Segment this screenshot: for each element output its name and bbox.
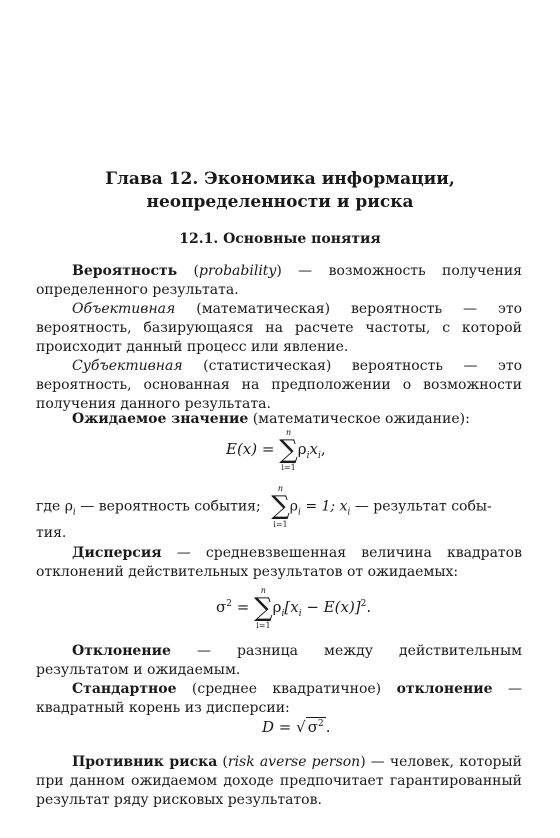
formula-dispersion-end: . xyxy=(366,598,372,616)
formula-rho-sub: i xyxy=(306,451,310,461)
term-objective: Объективная xyxy=(72,301,176,317)
formula-bracket-x-sub: i xyxy=(298,609,302,619)
text-risk-averse-def: ) — человек, который при данном ожидаемом доходе предпочитает гарантированный результат ряду рисковых результатов. xyxy=(36,754,522,808)
text-event-result: — результат собы- xyxy=(350,498,492,515)
formula-std-deviation xyxy=(262,718,330,736)
paragraph-where xyxy=(36,484,522,529)
formula-eq: = xyxy=(231,598,255,616)
sum-symbol-inline: n ∑ i=1 xyxy=(271,484,290,529)
formula-d: D = xyxy=(262,718,297,736)
term-deviation: Отклонение xyxy=(72,643,171,659)
text-eq-one: = 1; x xyxy=(300,498,348,515)
sum-lower-limit: i=1 xyxy=(281,463,296,472)
term-deviation-2: отклонение xyxy=(396,681,493,697)
formula-bracket-rest: − E(x)] xyxy=(301,598,361,616)
formula-std-end: . xyxy=(325,718,331,736)
paragraph-risk-averse xyxy=(36,753,522,810)
formula-dispersion-rho-sub: i xyxy=(281,609,285,619)
paragraph-objective xyxy=(36,300,522,357)
term-risk-averse: Противник риска xyxy=(72,754,218,770)
term-probability-en: probability xyxy=(199,263,277,279)
sum-inline-upper: n xyxy=(277,484,284,493)
formula-sqrt-sup: 2 xyxy=(317,719,324,729)
sum-dispersion-lower: i=1 xyxy=(256,621,271,630)
text-x-sub: i xyxy=(347,507,351,518)
text-sum-rho-sub: i xyxy=(297,507,301,518)
paragraph-dispersion xyxy=(36,544,522,582)
text-std-def: — квадратный корень из дисперсии: xyxy=(36,681,523,716)
formula-sigma-sup: 2 xyxy=(226,599,232,609)
formula-end: , xyxy=(320,440,326,458)
sqrt-radicand xyxy=(306,717,326,736)
text-expected-value-def: (математическое ожидание): xyxy=(248,411,470,427)
term-expected-value: Ожидаемое значение xyxy=(72,411,249,427)
term-probability: Вероятность xyxy=(72,263,178,279)
text-open-paren-2: ( xyxy=(217,754,228,770)
paragraph-where-cont: тия. xyxy=(36,525,67,541)
sum-dispersion-upper: n xyxy=(260,586,266,595)
text-sum-rho: ρ xyxy=(289,498,298,515)
text-deviation-def: — разница между действительным результатом и ожидаемым. xyxy=(36,643,522,678)
text-dispersion-def: — средневзвешенная величина квадратов отклонений действительных результатов от ожидаемых: xyxy=(36,545,522,580)
formula-dispersion-rho: ρ xyxy=(272,598,282,616)
formula-bracket-x: [x xyxy=(284,598,299,616)
text-std-mid: (среднее квадратичное) xyxy=(176,681,397,697)
sum-symbol-dispersion: n ∑ i=1 xyxy=(254,586,273,630)
chapter-title-line-2: неопределенности и риска xyxy=(146,192,414,212)
paragraph-subjective xyxy=(36,357,522,414)
paragraph-probability xyxy=(36,262,522,300)
sum-inline-lower: i=1 xyxy=(273,520,288,529)
paragraph-std-deviation xyxy=(36,680,522,718)
text-event-probability: — вероятность события; xyxy=(75,498,261,515)
formula-expected-value xyxy=(226,428,326,472)
formula-x-sub: i xyxy=(317,451,321,461)
paragraph-deviation xyxy=(36,642,522,680)
section-title: 12.1. Основные понятия xyxy=(179,231,381,247)
formula-lhs: E(x) = xyxy=(226,440,275,458)
text-objective-def: (математическая) вероятность — это вероятность, базирующаяся на расчете частоты, с которой происходит данный процесс или явление. xyxy=(36,301,522,355)
text-rho-sub: i xyxy=(72,507,76,518)
sum-symbol: n ∑ i=1 xyxy=(279,428,298,472)
text-open-paren: ( xyxy=(177,263,200,279)
term-standard: Стандартное xyxy=(72,681,177,697)
chapter-title-line-1: Глава 12. Экономика информации, xyxy=(105,169,455,189)
term-risk-averse-en: risk averse person xyxy=(227,754,361,770)
text-where-rho: где ρ xyxy=(36,498,73,515)
text-subjective-def: (статистическая) вероятность — это вероятность, основанная на предположении о возможности получения данного результата. xyxy=(36,358,522,412)
term-subjective: Субъективная xyxy=(72,358,183,374)
chapter-title xyxy=(60,168,500,214)
formula-dispersion xyxy=(216,586,371,630)
formula-bracket-sup: 2 xyxy=(360,599,367,609)
paragraph-expected-value xyxy=(36,410,522,429)
sum-upper-limit: n xyxy=(285,428,292,437)
text-probability-def: ) — возможность получения определенного результата. xyxy=(36,263,522,298)
sqrt-symbol: √ xyxy=(296,718,306,736)
formula-x: x xyxy=(309,440,318,458)
formula-sqrt-sigma: σ xyxy=(307,718,318,736)
formula-rho: ρ xyxy=(297,440,307,458)
formula-sigma: σ xyxy=(216,598,227,616)
term-dispersion: Дисперсия xyxy=(72,545,162,561)
